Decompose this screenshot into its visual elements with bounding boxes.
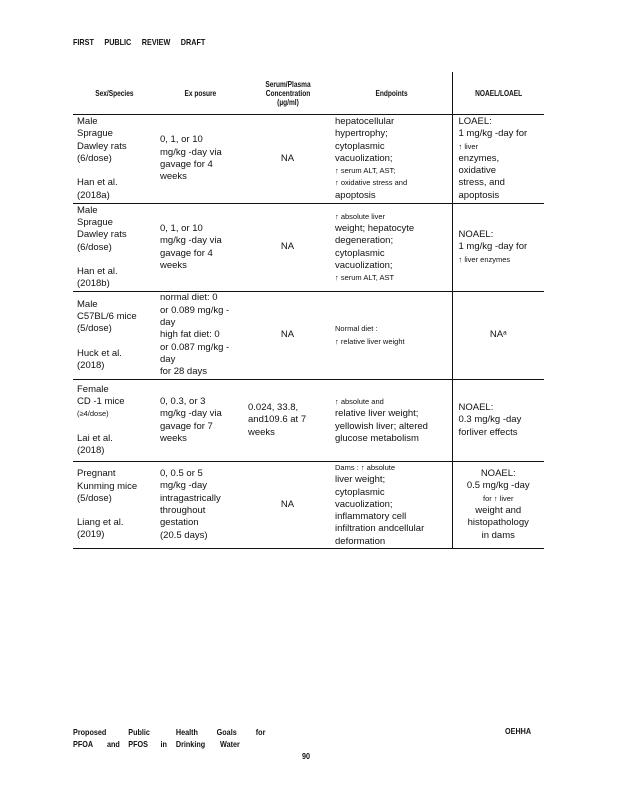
cell-endpoints: Normal diet : ↑ relative liver weight	[331, 292, 452, 380]
footer-line-1: Proposed Public Health Goals for	[73, 727, 266, 737]
cell-endpoints: ↑ absolute and relative liver weight; yellowish liver; altered glucose metabolism	[331, 380, 452, 462]
header-endpoints: Endpoints	[331, 72, 452, 115]
cell-endpoints: ↑ absolute liver weight; hepatocyte degeneration; cytoplasmic vacuolization; ↑ serum ALT, AST	[331, 204, 452, 292]
header-noael: NOAEL/LOAEL	[452, 72, 544, 115]
cell-serum: NA	[244, 204, 331, 292]
cell-noael: NAᵃ	[452, 292, 544, 380]
footer-org: OEHHA	[505, 726, 532, 736]
footer-title	[73, 726, 265, 750]
table-row	[73, 115, 544, 204]
cell-noael: LOAEL: 1 mg/kg -day for ↑ liver enzymes, oxidative stress, and apoptosis	[452, 115, 544, 204]
table-header-row	[73, 72, 544, 115]
header-species: Sex/Species	[73, 72, 156, 115]
table-row	[73, 292, 544, 380]
cell-exposure: 0, 1, or 10 mg/kg -day via gavage for 4 weeks	[156, 115, 244, 204]
cell-endpoints: Dams : ↑ absolute liver weight; cytoplasmic vacuolization; inflammatory cell infiltration andcellular deformation	[331, 462, 452, 549]
header-serum: Serum/Plasma Concentration (µg/ml)	[244, 72, 331, 115]
table-row	[73, 204, 544, 292]
cell-exposure: 0, 0.3, or 3 mg/kg -day via gavage for 7 weeks	[156, 380, 244, 462]
cell-exposure: 0, 1, or 10 mg/kg -day via gavage for 4 weeks	[156, 204, 244, 292]
cell-serum: NA	[244, 462, 331, 549]
cell-noael: NOAEL: 1 mg/kg -day for ↑ liver enzymes	[452, 204, 544, 292]
cell-species: Male C57BL/6 mice (5/dose) Huck et al. (2018)	[73, 292, 156, 380]
draft-header: FIRST PUBLIC REVIEW DRAFT	[73, 37, 206, 47]
header-exposure: Ex posure	[156, 72, 244, 115]
cell-serum: 0.024, 33.8, and109.6 at 7 weeks	[244, 380, 331, 462]
cell-exposure: normal diet: 0 or 0.089 mg/kg - day high fat diet: 0 or 0.087 mg/kg - day for 28 days	[156, 292, 244, 380]
cell-species: Female CD -1 mice (≥4/dose) Lai et al. (2018)	[73, 380, 156, 462]
cell-serum: NA	[244, 292, 331, 380]
table-row	[73, 380, 544, 462]
cell-species: Pregnant Kunming mice (5/dose) Liang et al. (2019)	[73, 462, 156, 549]
cell-serum: NA	[244, 115, 331, 204]
cell-noael: NOAEL: 0.5 mg/kg -day for ↑ liver weight and histopathology in dams	[452, 462, 544, 549]
cell-species: Male Sprague Dawley rats (6/dose) Han et al. (2018a)	[73, 115, 156, 204]
table-row	[73, 462, 544, 549]
cell-species: Male Sprague Dawley rats (6/dose) Han et al. (2018b)	[73, 204, 156, 292]
cell-noael: NOAEL: 0.3 mg/kg -day forliver effects	[452, 380, 544, 462]
footer-line-2: PFOA and PFOS in Drinking Water	[73, 739, 240, 749]
cell-endpoints: hepatocellular hypertrophy; cytoplasmic vacuolization; ↑ serum ALT, AST; ↑ oxidative stress and apoptosis	[331, 115, 452, 204]
page-number: 90	[302, 751, 311, 761]
study-table	[73, 72, 544, 549]
cell-exposure: 0, 0.5 or 5 mg/kg -day intragastrically throughout gestation (20.5 days)	[156, 462, 244, 549]
